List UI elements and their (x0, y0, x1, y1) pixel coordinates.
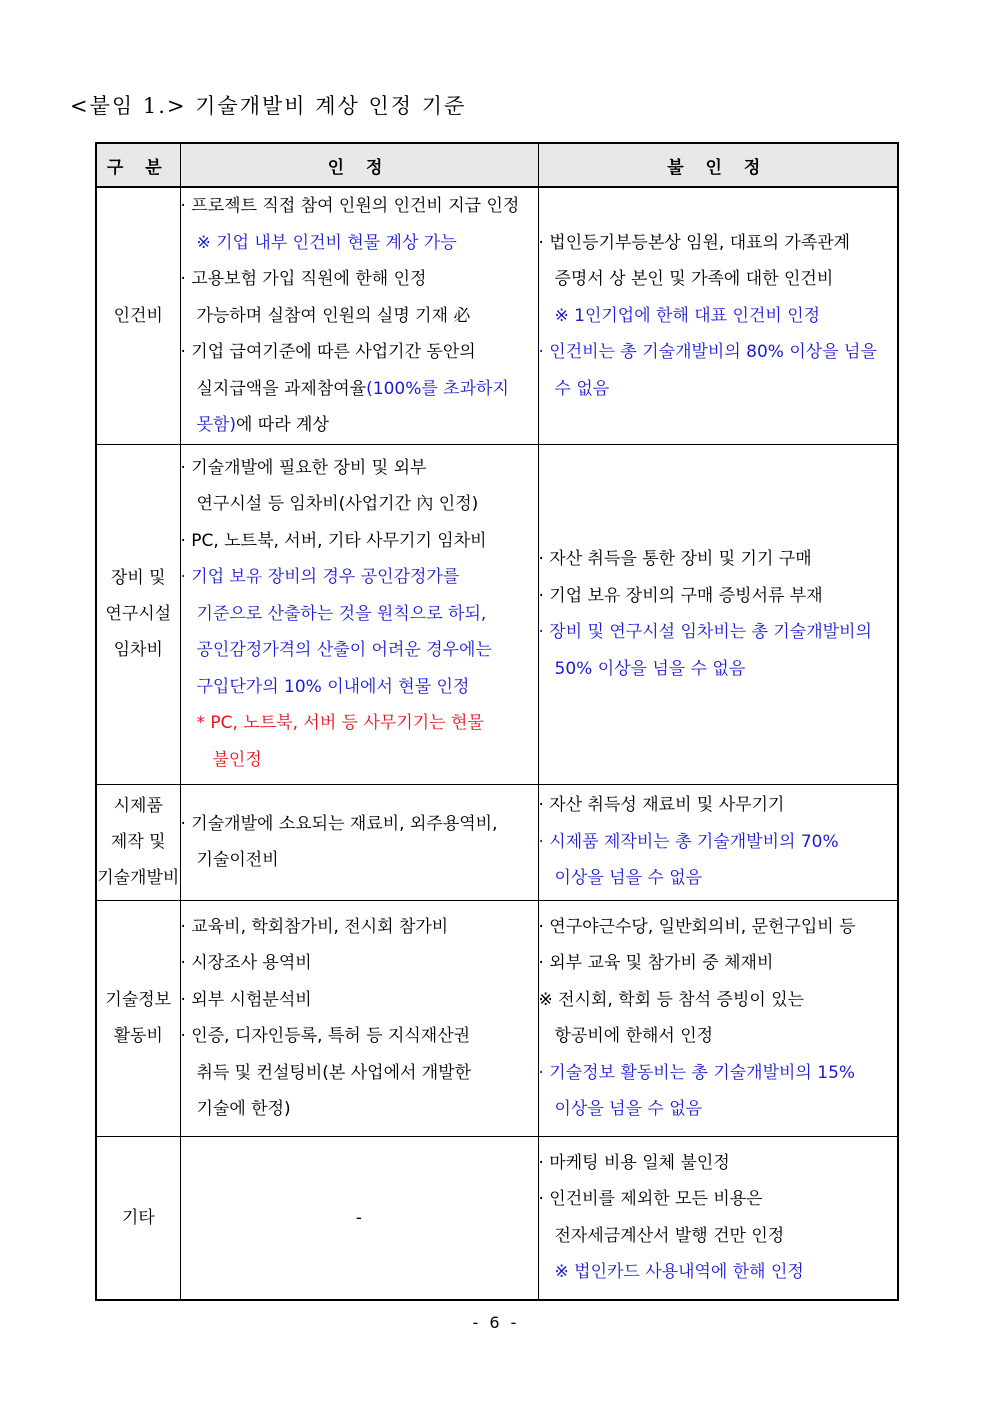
approved-line: 기준으로 산출하는 것을 원칙으로 하되, (196, 603, 487, 624)
approved-line: · 고용보험 가입 직원에 한해 인정 (180, 269, 427, 289)
approved-cell (180, 784, 538, 900)
approved-line (181, 371, 538, 408)
approved-line: 기술이전비 (196, 850, 279, 870)
category-label: 시제품 (113, 796, 163, 816)
document-title: <붙임 1.> 기술개발비 계상 인정 기준 (70, 94, 467, 118)
rejected-line: 항공비에 한해서 인정 (554, 1026, 714, 1046)
rejected-line: · 기술정보 활동비는 총 기술개발비의 15% (538, 1062, 856, 1083)
rejected-line: 이상을 넘을 수 없음 (554, 1099, 703, 1119)
rejected-line: 50% 이상을 넘을 수 없음 (554, 658, 746, 679)
rejected-line: · 연구야근수당, 일반회의비, 문헌구입비 등 (538, 916, 856, 937)
rejected-cell (538, 187, 898, 444)
line-segment: 못함) (196, 415, 236, 435)
category-label: 기술개발비 (97, 868, 180, 888)
category-label: 기타 (121, 1207, 155, 1228)
rejected-line: 증명서 상 본인 및 가족에 대한 인건비 (554, 269, 834, 289)
approved-line: 가능하며 실참여 인원의 실명 기재 必 (196, 305, 471, 326)
header-category: 구 분 (96, 143, 180, 187)
category-label: 기술정보 (105, 990, 172, 1010)
rejected-line: ※ 1인기업에 한해 대표 인건비 인정 (554, 305, 821, 326)
rejected-line: 이상을 넘을 수 없음 (554, 868, 703, 889)
line-segment: 실지급액을 과제참여율 (196, 378, 367, 399)
category-label: 장비 및 (110, 568, 166, 588)
approved-line: · PC, 노트북, 서버, 기타 사무기기 임차비 (180, 530, 487, 551)
rejected-line: · 마케팅 비용 일체 불인정 (538, 1152, 730, 1173)
approved-line: 연구시설 등 임차비(사업기간 內 인정) (196, 494, 479, 515)
rejected-cell (538, 784, 898, 900)
approved-line: · 인증, 디자인등록, 특허 등 지식재산권 (180, 1026, 471, 1046)
category-cell (96, 900, 180, 1136)
category-label: 활동비 (113, 1026, 163, 1046)
rejected-line: · 외부 교육 및 참가비 중 체재비 (538, 953, 774, 973)
approved-cell (180, 187, 538, 444)
approved-line: * PC, 노트북, 서버 등 사무기기는 현물 (196, 713, 484, 734)
table-row (96, 900, 898, 1136)
approved-line: 취득 및 컨설팅비(본 사업에서 개발한 (196, 1062, 472, 1083)
approved-line: - (355, 1207, 363, 1228)
approved-line: 불인정 (212, 749, 262, 770)
category-label: 연구시설 (105, 604, 172, 624)
category-cell (96, 444, 180, 784)
approved-line: 구입단가의 10% 이내에서 현물 인정 (196, 676, 470, 697)
header-rejected: 불 인 정 (538, 143, 898, 187)
page-number: - 6 - (472, 1313, 520, 1332)
table-row (96, 784, 898, 900)
rejected-line: ※ 법인카드 사용내역에 한해 인정 (554, 1262, 804, 1283)
rejected-line: · 자산 취득을 통한 장비 및 기기 구매 (538, 549, 812, 569)
category-cell (96, 187, 180, 444)
rejected-line: · 장비 및 연구시설 임차비는 총 기술개발비의 (538, 622, 872, 642)
rejected-cell (538, 900, 898, 1136)
rejected-line: · 시제품 제작비는 총 기술개발비의 70% (538, 831, 839, 852)
rejected-line: ※ 전시회, 학회 등 참석 증빙이 있는 (538, 989, 805, 1010)
rejected-cell (538, 444, 898, 784)
approved-line (181, 407, 538, 444)
table-header-row (96, 143, 898, 187)
approved-line: · 기업 보유 장비의 경우 공인감정가를 (180, 567, 460, 588)
category-label: 임차비 (113, 640, 163, 660)
approved-line: · 기술개발에 필요한 장비 및 외부 (180, 457, 427, 478)
approved-line: · 기술개발에 소요되는 재료비, 외주용역비, (180, 813, 498, 834)
category-label: 인건비 (113, 305, 163, 326)
rejected-line: · 인건비를 제외한 모든 비용은 (538, 1189, 763, 1210)
approved-cell (180, 900, 538, 1136)
approved-line: ※ 기업 내부 인건비 현물 계상 가능 (196, 232, 457, 253)
approved-line: · 시장조사 용역비 (180, 953, 312, 973)
category-cell (96, 784, 180, 900)
rejected-line: · 인건비는 총 기술개발비의 80% 이상을 넘을 (538, 342, 877, 362)
rejected-line: · 자산 취득성 재료비 및 사무기기 (538, 795, 785, 816)
table-row (96, 187, 898, 444)
line-segment: 에 따라 계상 (235, 415, 329, 435)
rejected-line: 수 없음 (554, 378, 610, 399)
rejected-line: · 법인등기부등본상 임원, 대표의 가족관계 (538, 232, 851, 253)
approved-line: 공인감정가격의 산출이 어려운 경우에는 (196, 640, 492, 661)
table-body (96, 187, 898, 1300)
header-approved: 인 정 (180, 143, 538, 187)
approved-line: 기술에 한정) (196, 1099, 291, 1119)
approved-line: · 교육비, 학회참가비, 전시회 참가비 (180, 916, 449, 937)
rejected-line: 전자세금계산서 발행 건만 인정 (554, 1225, 785, 1246)
rejected-line: · 기업 보유 장비의 구매 증빙서류 부재 (538, 585, 823, 606)
category-cell (96, 1136, 180, 1300)
category-label: 제작 및 (110, 832, 166, 852)
approved-line: · 기업 급여기준에 따른 사업기간 동안의 (180, 342, 476, 362)
approved-cell (180, 444, 538, 784)
approved-line: · 프로젝트 직접 참여 인원의 인건비 지급 인정 (180, 196, 520, 216)
line-segment: (100%를 초과하지 (366, 378, 509, 399)
approved-line: · 외부 시험분석비 (180, 989, 312, 1010)
cost-criteria-table (95, 142, 899, 1301)
approved-cell (180, 1136, 538, 1300)
table-row (96, 444, 898, 784)
rejected-cell (538, 1136, 898, 1300)
table-row (96, 1136, 898, 1300)
